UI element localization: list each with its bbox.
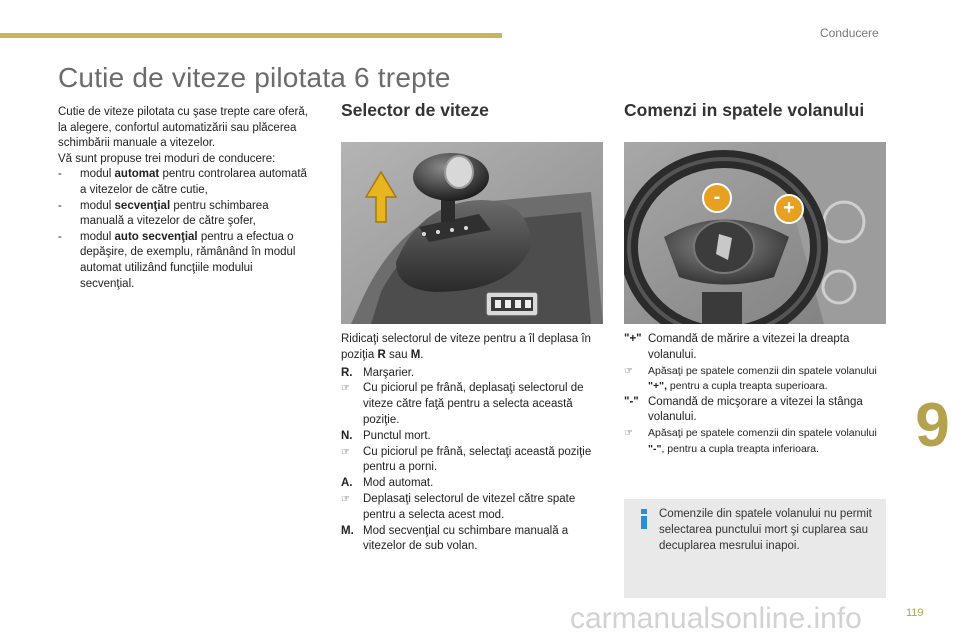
watermark: carmanualsonline.info bbox=[570, 602, 862, 635]
paddles-heading: Comenzi in spatele volanului bbox=[624, 100, 865, 120]
selector-step: ☞ Deplasaţi selectorul de vitezel către spate pentru a selecta acest mod. bbox=[341, 492, 603, 524]
plus-paddle-note: ☞ Apăsaţi pe spatele comenzii din spatele volanului "+", pentru a cupla treapta superioara. bbox=[624, 364, 886, 395]
mode-bullet: - modul auto secvenţial pentru a efectua o depăşire, de exemplu, rămânând în modul automat utilizând funcţiile modului secvenţial. bbox=[58, 230, 296, 290]
info-note-text: Comenzile din spatele volanului nu permit selectarea punctului mort şi cuplarea sau decuplarea mesrului inapoi. bbox=[659, 508, 872, 552]
info-icon bbox=[636, 508, 652, 530]
intro-paragraph: Cutie de viteze pilotata cu şase trepte care oferă, la alegere, confortul automatizării sau plăcerea schimbării manuale a vitezelor. bbox=[58, 106, 308, 150]
intro-text bbox=[58, 105, 308, 292]
minus-paddle-note: ☞ Apăsaţi pe spatele comenzii din spatele volanului "-", pentru a cupla treapta inferioara. bbox=[624, 426, 886, 457]
plus-paddle-item: "+" Comandă de mărire a vitezei la dreapta volanului. bbox=[624, 333, 850, 361]
selector-intro: Ridicaţi selectorul de viteze pentru a îl deplasa în poziţia R sau M. bbox=[341, 333, 591, 361]
section-label: Conducere bbox=[820, 26, 879, 40]
minus-paddle-item: "-" Comandă de micşorare a vitezei la stânga volanului. bbox=[624, 395, 863, 424]
selector-instructions bbox=[341, 332, 603, 555]
selector-item: N. Punctul mort. bbox=[341, 429, 431, 442]
header-accent-bar bbox=[0, 33, 502, 38]
mode-bullet: - modul secvenţial pentru schimbarea manuală a vitezelor de către şofer, bbox=[58, 199, 269, 228]
gear-selector-illustration bbox=[341, 142, 603, 324]
selector-item: R. Marşarier. bbox=[341, 366, 415, 379]
paddle-instructions bbox=[624, 332, 886, 457]
pointer-icon: ☞ bbox=[341, 493, 350, 505]
selector-heading: Selector de viteze bbox=[341, 100, 489, 120]
page-title: Cutie de viteze pilotata 6 trepte bbox=[58, 62, 451, 93]
steering-wheel-illustration bbox=[624, 142, 886, 324]
pointer-icon: ☞ bbox=[341, 383, 350, 395]
intro-modes-lead: Vă sunt propuse trei moduri de conducere: bbox=[58, 152, 276, 165]
pointer-icon: ☞ bbox=[624, 365, 633, 377]
minus-paddle-icon: - bbox=[702, 183, 732, 213]
plus-paddle-icon: + bbox=[774, 194, 804, 224]
selector-item: A. Mod automat. bbox=[341, 477, 434, 490]
pointer-icon: ☞ bbox=[624, 428, 633, 440]
selector-step: ☞ Cu piciorul pe frână, selectaţi această poziţie pentru a porni. bbox=[341, 445, 603, 477]
mode-bullet: - modul automat pentru controlarea automată a vitezelor de către cutie, bbox=[58, 168, 307, 196]
page-number: 119 bbox=[906, 607, 924, 619]
info-note-box bbox=[624, 499, 886, 598]
selector-step: ☞ Cu piciorul pe frână, deplasaţi selectorul de viteze către faţă pentru a selecta această poziţie. bbox=[341, 381, 603, 428]
pointer-icon: ☞ bbox=[341, 446, 350, 458]
selector-item: M. Mod secvenţial cu schimbare manuală a vitezelor de sub volan. bbox=[341, 524, 569, 553]
chapter-number: 9 bbox=[915, 390, 950, 460]
